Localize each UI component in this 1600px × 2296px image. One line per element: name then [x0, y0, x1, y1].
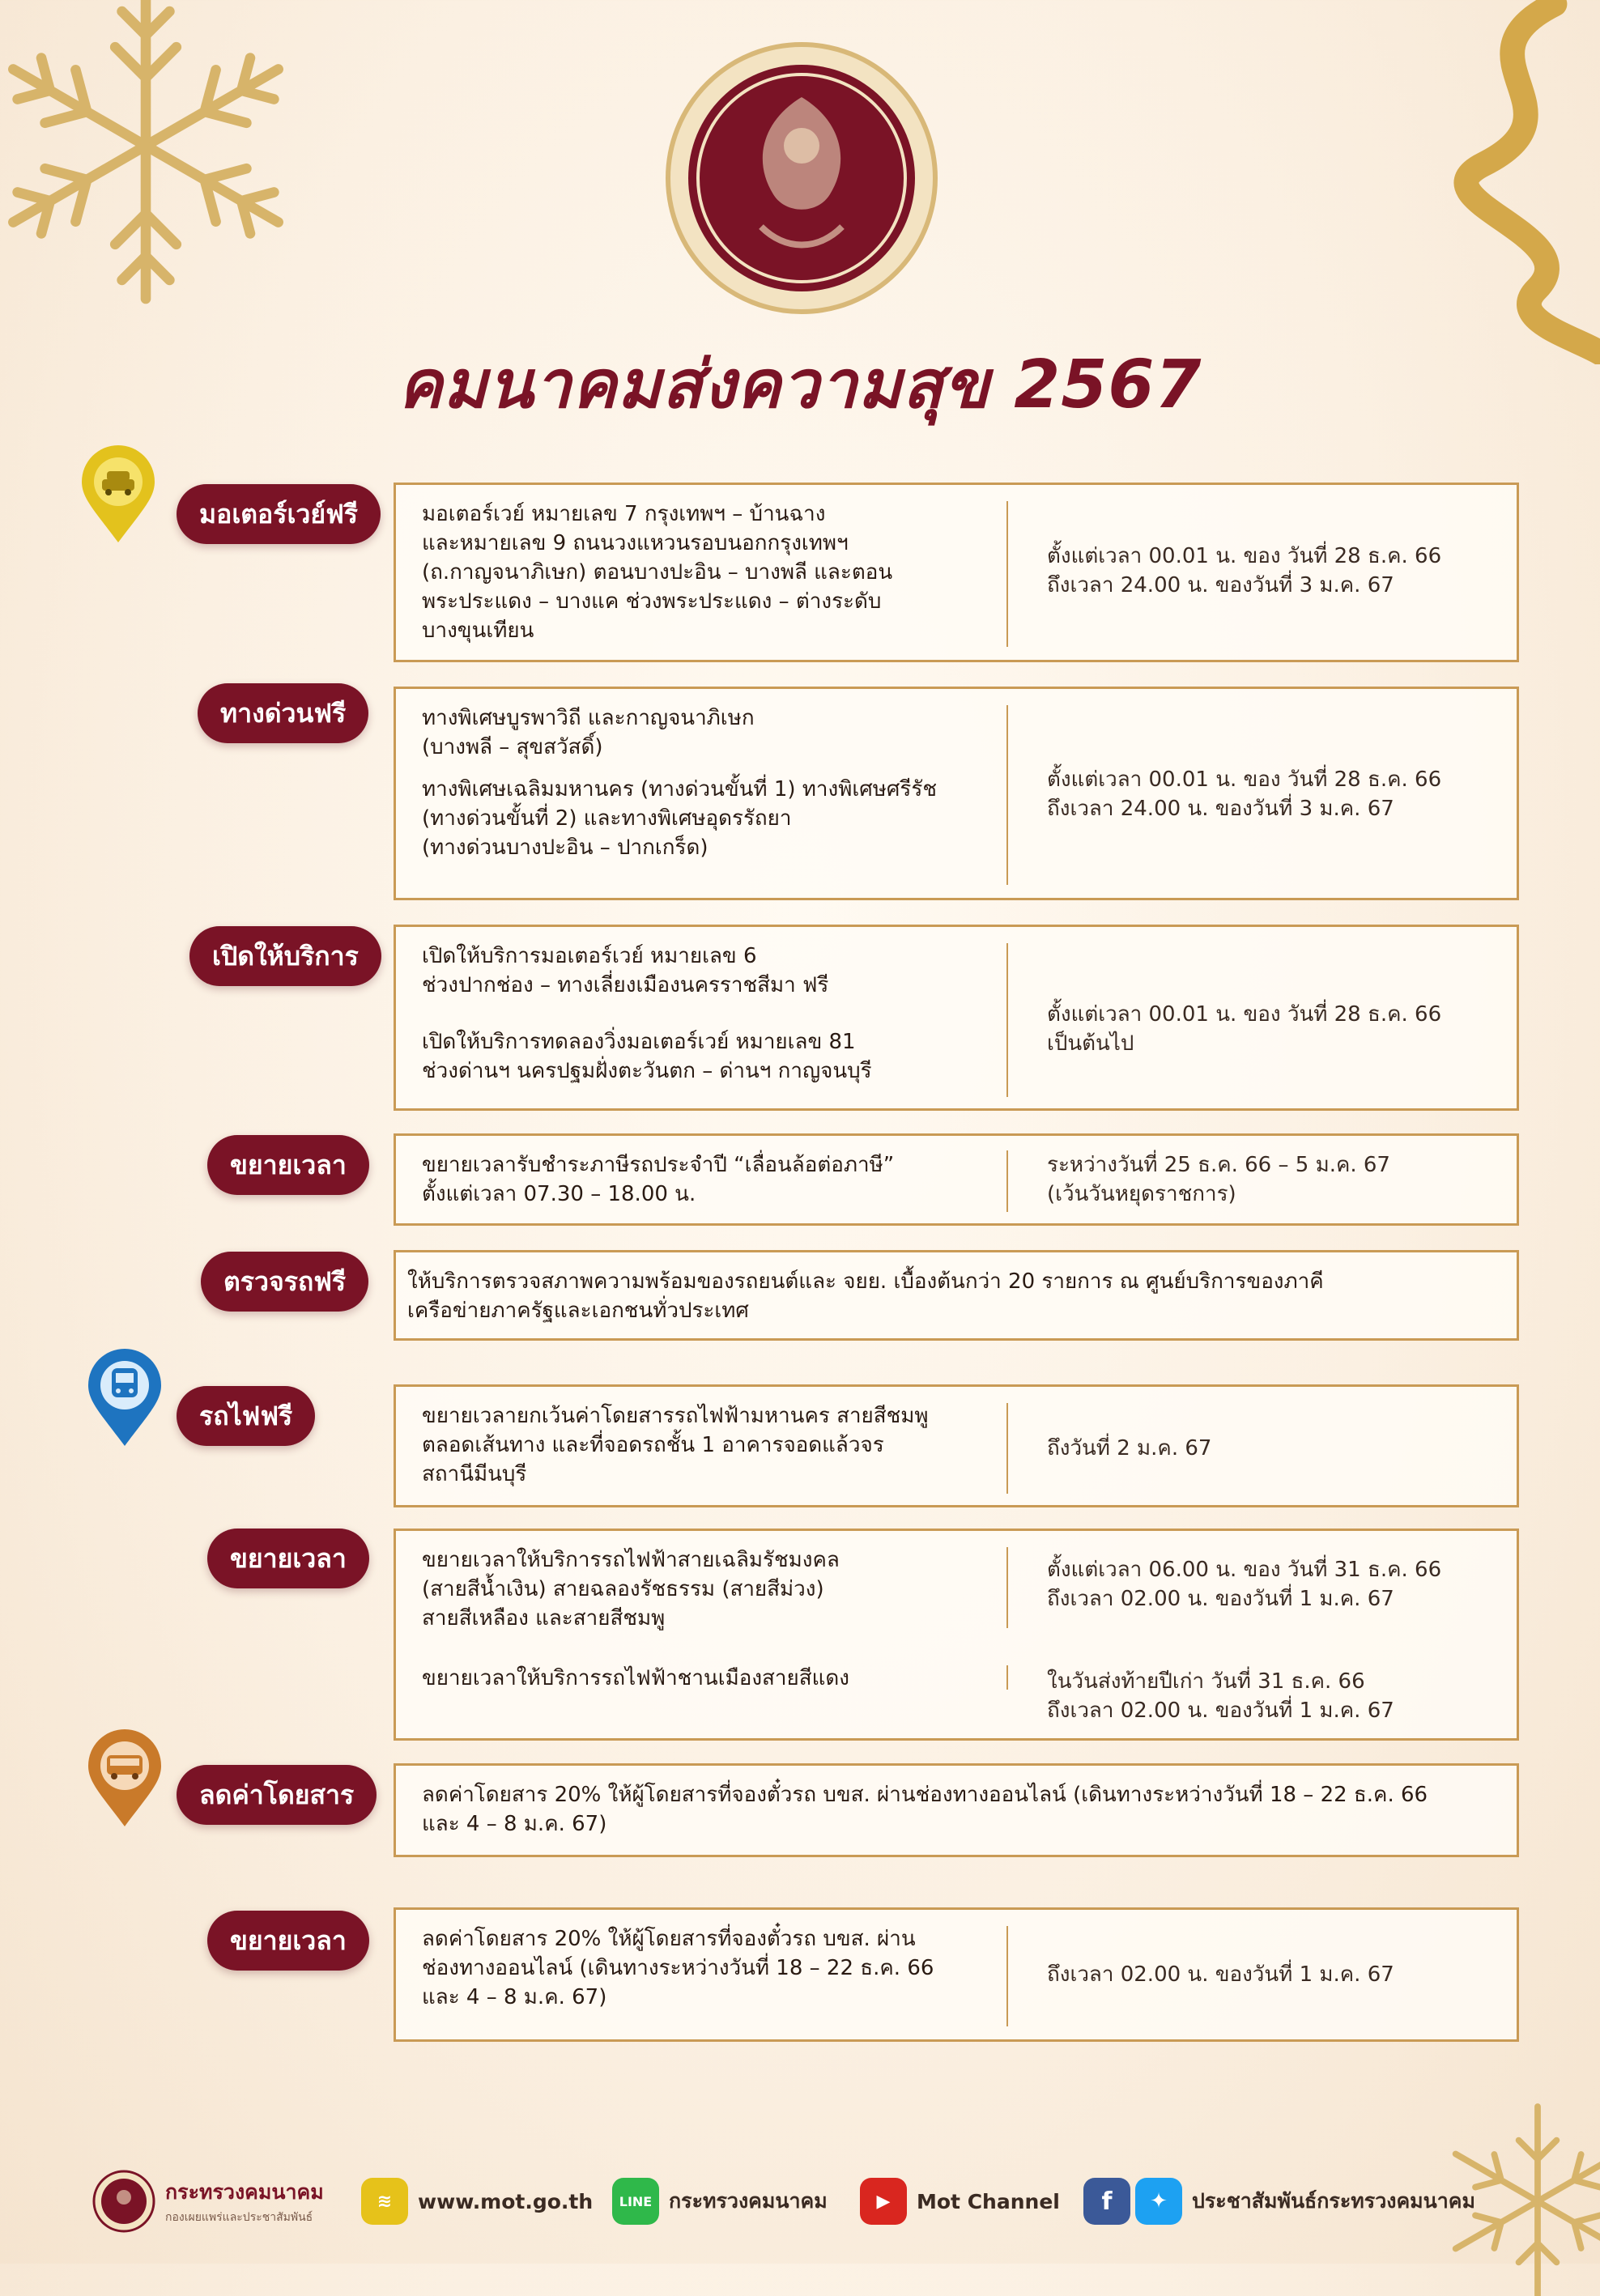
label-fare-discount: ลดค่าโดยสาร	[177, 1765, 377, 1825]
text-line: และหมายเลข 9 ถนนวงแหวนรอบนอกกรุงเทพฯ	[422, 531, 849, 555]
text-line: (บางพลี – สุขสวัสดิ์)	[422, 735, 603, 759]
label-train-free: รถไฟฟรี	[177, 1386, 315, 1446]
date-line: ถึงวันที่ 2 ม.ค. 67	[1047, 1436, 1212, 1461]
footer-line: กระทรวงคมนาคม	[669, 2189, 828, 2213]
text-line: พระประแดง – บางแค ช่วงพระประแดง – ต่างระดับ	[422, 589, 882, 614]
train-free-info-box	[394, 1384, 1519, 1507]
line-icon: LINE	[612, 2178, 659, 2225]
extend-tax-info-box	[394, 1133, 1519, 1226]
date-line: ถึงเวลา 02.00 น. ของวันที่ 1 ม.ค. 67	[1047, 1587, 1394, 1611]
train-icon	[84, 1349, 165, 1449]
car-icon	[78, 445, 159, 546]
page-title: คมนาคมส่งความสุข 2567	[398, 347, 1202, 423]
date-line: ระหว่างวันที่ 25 ธ.ค. 66 – 5 ม.ค. 67	[1047, 1153, 1390, 1177]
divider	[1006, 1665, 1008, 1690]
label-expressway-free: ทางด่วนฟรี	[198, 683, 368, 743]
text-line: เปิดให้บริการมอเตอร์เวย์ หมายเลข 6	[422, 944, 757, 968]
footer-org	[92, 2173, 324, 2230]
text-line: เปิดให้บริการทดลองวิ่งมอเตอร์เวย์ หมายเลข 81	[422, 1030, 856, 1054]
motorway-info-box	[394, 483, 1519, 662]
text-line: (สายสีน้ำเงิน) สายฉลองรัชธรรม (สายสีม่วง)	[422, 1577, 824, 1601]
ministry-seal-small-icon	[92, 2170, 155, 2233]
footer-youtube: Mot Channel	[917, 2189, 1060, 2213]
footer-social-link[interactable]	[1083, 2173, 1475, 2230]
text-line: ตั้งแต่เวลา 07.30 – 18.00 น.	[422, 1182, 696, 1206]
date-line: (เว้นวันหยุดราชการ)	[1047, 1182, 1236, 1206]
inspection-info-box	[394, 1250, 1519, 1341]
text-line: (ถ.กาญจนาภิเษก) ตอนบางปะอิน – บางพลี และตอน	[422, 560, 893, 585]
divider	[1006, 705, 1008, 885]
date-line: ถึงเวลา 02.00 น. ของวันที่ 1 ม.ค. 67	[1047, 1699, 1394, 1723]
footer-social: ประชาสัมพันธ์กระทรวงคมนาคม	[1192, 2189, 1475, 2213]
twitter-icon: ✦	[1135, 2178, 1182, 2225]
website-icon: ≋	[361, 2178, 408, 2225]
label-inspection-free: ตรวจรถฟรี	[201, 1252, 368, 1312]
text-line: ช่วงปากช่อง – ทางเลี่ยงเมืองนครราชสีมา ฟรี	[422, 973, 829, 997]
text-line: ขยายเวลารับชำระภาษีรถประจำปี “เลื่อนล้อต่อภาษี”	[422, 1153, 895, 1177]
divider	[1006, 501, 1008, 647]
text-line: มอเตอร์เวย์ หมายเลข 7 กรุงเทพฯ – บ้านฉาง	[422, 502, 826, 526]
label-open-service: เปิดให้บริการ	[189, 926, 381, 986]
text-line: (ทางด่วนบางปะอิน – ปากเกร็ด)	[422, 835, 709, 860]
text-line: สถานีมีนบุรี	[422, 1462, 527, 1486]
divider	[1006, 1150, 1008, 1212]
fare-discount-info-box	[394, 1763, 1519, 1857]
divider	[1006, 1403, 1008, 1494]
footer-org-sub: กองเผยแพร่และประชาสัมพันธ์	[165, 2211, 313, 2224]
text-line: ช่องทางออนไลน์ (เดินทางระหว่างวันที่ 18 – 22 ธ.ค. 66	[422, 1956, 934, 1980]
footer-org-name: กระทรวงคมนาคม	[165, 2180, 324, 2204]
facebook-icon: f	[1083, 2178, 1130, 2225]
text-line: ขยายเวลายกเว้นค่าโดยสารรถไฟฟ้ามหานคร สายสีชมพู	[422, 1404, 929, 1428]
label-bus-extend: ขยายเวลา	[207, 1911, 369, 1971]
footer-youtube-link[interactable]	[860, 2173, 1060, 2230]
date-line: ถึงเวลา 24.00 น. ของวันที่ 3 ม.ค. 67	[1047, 573, 1394, 597]
spacer	[422, 762, 937, 775]
date-line: ตั้งแต่เวลา 00.01 น. ของ วันที่ 28 ธ.ค. 66	[1047, 767, 1442, 792]
ribbon-decoration	[1430, 0, 1600, 364]
divider	[1006, 1547, 1008, 1628]
text-line: และ 4 – 8 ม.ค. 67)	[422, 1985, 607, 2009]
date-line: ตั้งแต่เวลา 00.01 น. ของ วันที่ 28 ธ.ค. 66	[1047, 544, 1442, 568]
text-line: (ทางด่วนขั้นที่ 2) และทางพิเศษอุดรรัถยา	[422, 806, 792, 831]
text-line: สายสีเหลือง และสายสีชมพู	[422, 1606, 666, 1631]
text-line: ให้บริการตรวจสภาพความพร้อมของรถยนต์และ จยย. เบื้องต้นกว่า 20 รายการ ณ ศูนย์บริการของภาคี	[407, 1269, 1324, 1294]
text-line: ทางพิเศษบูรพาวิถี และกาญจนาภิเษก	[422, 706, 755, 730]
text-line: ลดค่าโดยสาร 20% ให้ผู้โดยสารที่จองตั๋วรถ บขส. ผ่าน	[422, 1927, 916, 1951]
text-line: ทางพิเศษเฉลิมมหานคร (ทางด่วนขั้นที่ 1) ทางพิเศษศรีรัช	[422, 777, 937, 801]
date-line: ตั้งแต่เวลา 00.01 น. ของ วันที่ 28 ธ.ค. 66	[1047, 1002, 1442, 1027]
open-service-info-box	[394, 925, 1519, 1111]
label-motorway-free: มอเตอร์เวย์ฟรี	[177, 484, 381, 544]
text-line: ช่วงด่านฯ นครปฐมฝั่งตะวันตก – ด่านฯ กาญจนบุรี	[422, 1059, 872, 1083]
spacer	[422, 1000, 872, 1027]
label-extend-tax: ขยายเวลา	[207, 1135, 369, 1195]
text-line: ลดค่าโดยสาร 20% ให้ผู้โดยสารที่จองตั๋วรถ บขส. ผ่านช่องทางออนไลน์ (เดินทางระหว่างวันที่ 18 – 22 ธ.ค. 66	[422, 1783, 1428, 1807]
date-line: ถึงเวลา 02.00 น. ของวันที่ 1 ม.ค. 67	[1047, 1962, 1394, 1987]
footer-website: www.mot.go.th	[418, 2189, 594, 2213]
bus-extend-info-box	[394, 1907, 1519, 2042]
footer	[0, 2162, 1600, 2243]
snowflake-decoration	[0, 0, 316, 316]
footer-website-link[interactable]	[361, 2173, 593, 2230]
date-line: ในวันส่งท้ายปีเก่า วันที่ 31 ธ.ค. 66	[1047, 1669, 1365, 1694]
date-line: ถึงเวลา 24.00 น. ของวันที่ 3 ม.ค. 67	[1047, 797, 1394, 821]
train-extend-info-box	[394, 1529, 1519, 1741]
text-line: และ 4 – 8 ม.ค. 67)	[422, 1812, 607, 1836]
text-line: เครือข่ายภาครัฐและเอกชนทั่วประเทศ	[407, 1299, 749, 1323]
text-line: ตลอดเส้นทาง และที่จอดรถชั้น 1 อาคารจอดแล้วจร	[422, 1433, 884, 1457]
label-train-extend: ขยายเวลา	[207, 1529, 369, 1588]
ministry-seal-logo	[664, 40, 939, 316]
expressway-info-box	[394, 687, 1519, 900]
bus-icon	[84, 1729, 165, 1830]
divider	[1006, 1926, 1008, 2026]
text-line: ขยายเวลาให้บริการรถไฟฟ้าชานเมืองสายสีแดง	[422, 1666, 849, 1690]
text-line: บางขุนเทียน	[422, 619, 534, 643]
text-line: ขยายเวลาให้บริการรถไฟฟ้าสายเฉลิมรัชมงคล	[422, 1548, 840, 1572]
date-line: เป็นต้นไป	[1047, 1031, 1134, 1056]
footer-line-link[interactable]	[612, 2173, 828, 2230]
date-line: ตั้งแต่เวลา 06.00 น. ของ วันที่ 31 ธ.ค. 66	[1047, 1558, 1442, 1582]
youtube-icon: ▶	[860, 2178, 907, 2225]
divider	[1006, 943, 1008, 1097]
